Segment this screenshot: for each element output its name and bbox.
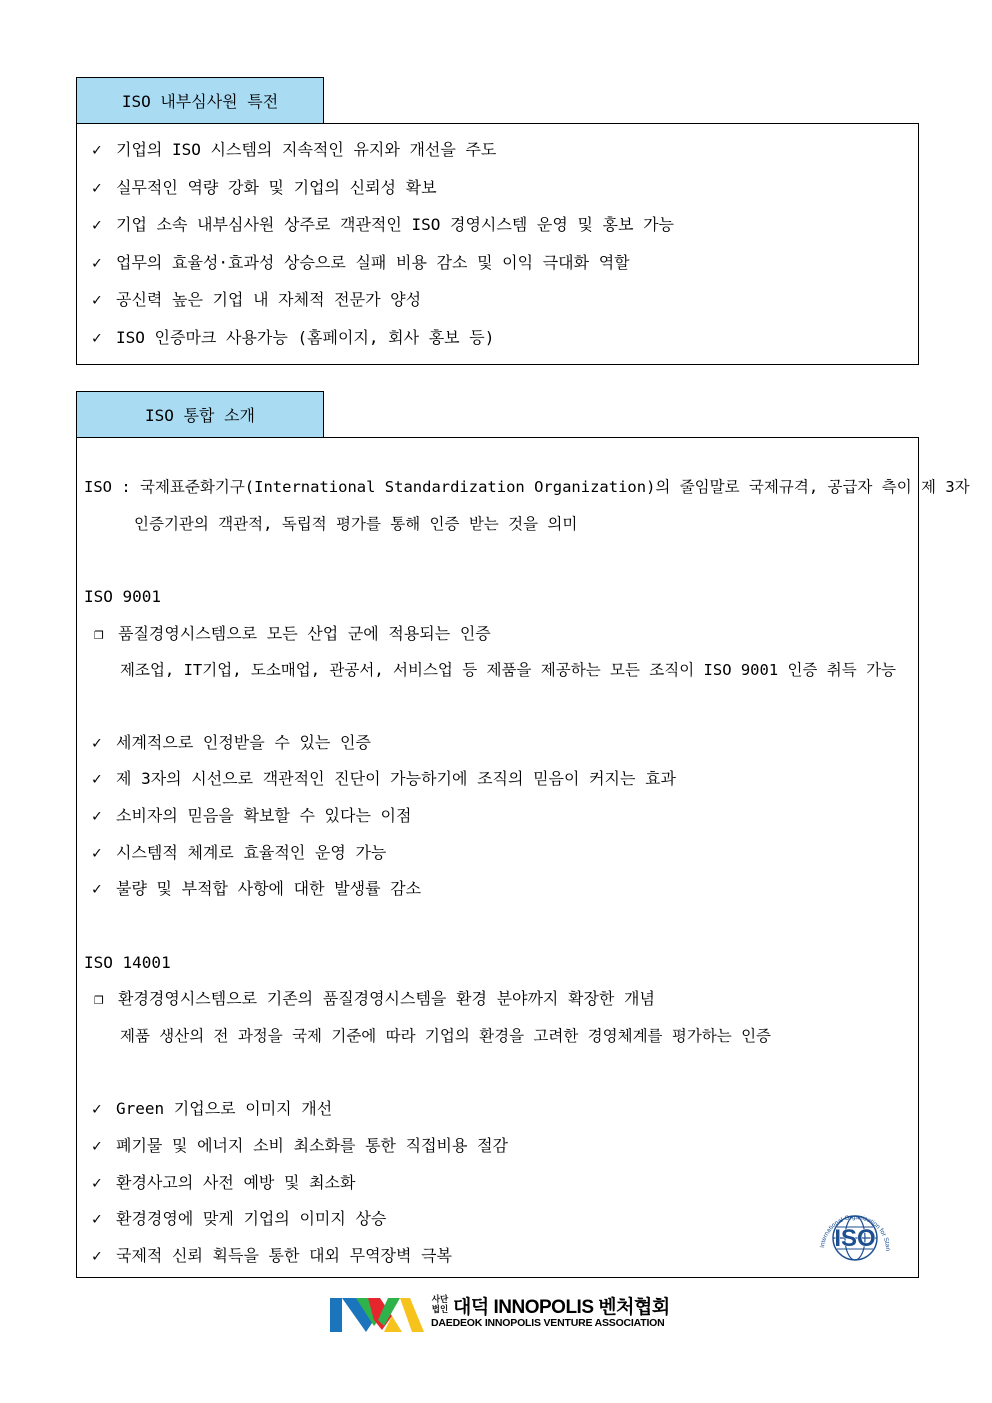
iso14001-item: ✓ Green 기업으로 이미지 개선 xyxy=(92,1099,333,1118)
check-icon: ✓ xyxy=(92,215,102,234)
iso-intro-line2: 인증기관의 객관적, 독립적 평가를 통해 인증 받는 것을 의미 xyxy=(134,515,578,533)
check-icon: ✓ xyxy=(92,879,102,898)
check-icon: ✓ xyxy=(92,806,102,825)
iso9001-item: ✓ 시스템적 체계로 효율적인 운영 가능 xyxy=(92,843,387,862)
check-icon: ✓ xyxy=(92,140,102,159)
footer-prefix: 사단 법인 xyxy=(431,1294,449,1314)
iso-logo-text: ISO xyxy=(834,1225,876,1252)
section2-tab-title: ISO 통합 소개 xyxy=(145,406,255,425)
box-bullet-icon: ❐ xyxy=(94,624,104,643)
iso14001-item: ✓ 환경사고의 사전 예방 및 최소화 xyxy=(92,1173,356,1192)
iso9001-desc2: 제조업, IT기업, 도소매업, 관공서, 서비스업 등 제품을 제공하는 모든 조직이 ISO 9001 인증 취득 가능 xyxy=(120,661,897,679)
footer-org-name: 대덕 INNOPOLIS 벤처협회 xyxy=(453,1297,670,1318)
check-icon: ✓ xyxy=(92,1099,102,1118)
iso-intro-line1: ISO : 국제표준화기구(International Standardization Organization)의 줄임말로 국제규격, 공급자 측이 제 3자 xyxy=(84,478,970,496)
iso-logo-ring-text: International Organization for Stan xyxy=(819,1213,892,1252)
check-icon: ✓ xyxy=(92,1246,102,1265)
section1-item: ✓ 기업의 ISO 시스템의 지속적인 유지와 개선을 주도 xyxy=(92,140,497,159)
section1-item: ✓ ISO 인증마크 사용가능 (홈페이지, 회사 홍보 등) xyxy=(92,328,495,347)
innopolis-logo-mark xyxy=(330,1290,426,1336)
section1-tab xyxy=(76,77,324,123)
iso9001-item: ✓ 소비자의 믿음을 확보할 수 있다는 이점 xyxy=(92,806,412,825)
iso9001-item: ✓ 제 3자의 시선으로 객관적인 진단이 가능하기에 조직의 믿음이 커지는 효과 xyxy=(92,769,677,788)
section1-item: ✓ 기업 소속 내부심사원 상주로 객관적인 ISO 경영시스템 운영 및 홍보 가능 xyxy=(92,215,674,234)
iso14001-desc1: ❐ 환경경영시스템으로 기존의 품질경영시스템을 환경 분야까지 확장한 개념 xyxy=(94,989,655,1008)
check-icon: ✓ xyxy=(92,178,102,197)
section1-item: ✓ 실무적인 역량 강화 및 기업의 신뢰성 확보 xyxy=(92,178,437,197)
iso9001-item: ✓ 세계적으로 인정받을 수 있는 인증 xyxy=(92,733,371,752)
footer-org-name-en: DAEDEOK INNOPOLIS VENTURE ASSOCIATION xyxy=(431,1317,665,1329)
check-icon: ✓ xyxy=(92,843,102,862)
check-icon: ✓ xyxy=(92,769,102,788)
iso14001-item: ✓ 국제적 신뢰 획득을 통한 대외 무역장벽 극복 xyxy=(92,1246,453,1265)
iso14001-desc2: 제품 생산의 전 과정을 국제 기준에 따라 기업의 환경을 고려한 경영체계를 평가하는 인증 xyxy=(120,1027,772,1045)
iso9001-heading: ISO 9001 xyxy=(84,587,162,606)
iso-logo xyxy=(812,1198,898,1270)
section2-tab xyxy=(76,391,324,437)
section1-item: ✓ 업무의 효율성·효과성 상승으로 실패 비용 감소 및 이익 극대화 역할 xyxy=(92,253,630,272)
check-icon: ✓ xyxy=(92,1173,102,1192)
check-icon: ✓ xyxy=(92,733,102,752)
check-icon: ✓ xyxy=(92,328,102,347)
iso14001-item: ✓ 폐기물 및 에너지 소비 최소화를 통한 직접비용 절감 xyxy=(92,1136,509,1155)
box-bullet-icon: ❐ xyxy=(94,989,104,1008)
iso9001-item: ✓ 불량 및 부적합 사항에 대한 발생률 감소 xyxy=(92,879,422,898)
section1-tab-title: ISO 내부심사원 특전 xyxy=(121,92,279,111)
section1-item: ✓ 공신력 높은 기업 내 자체적 전문가 양성 xyxy=(92,290,422,309)
check-icon: ✓ xyxy=(92,253,102,272)
check-icon: ✓ xyxy=(92,1209,102,1228)
iso14001-heading: ISO 14001 xyxy=(84,953,171,972)
check-icon: ✓ xyxy=(92,290,102,309)
iso9001-desc1: ❐ 품질경영시스템으로 모든 산업 군에 적용되는 인증 xyxy=(94,624,491,643)
iso14001-item: ✓ 환경경영에 맞게 기업의 이미지 상승 xyxy=(92,1209,387,1228)
check-icon: ✓ xyxy=(92,1136,102,1155)
